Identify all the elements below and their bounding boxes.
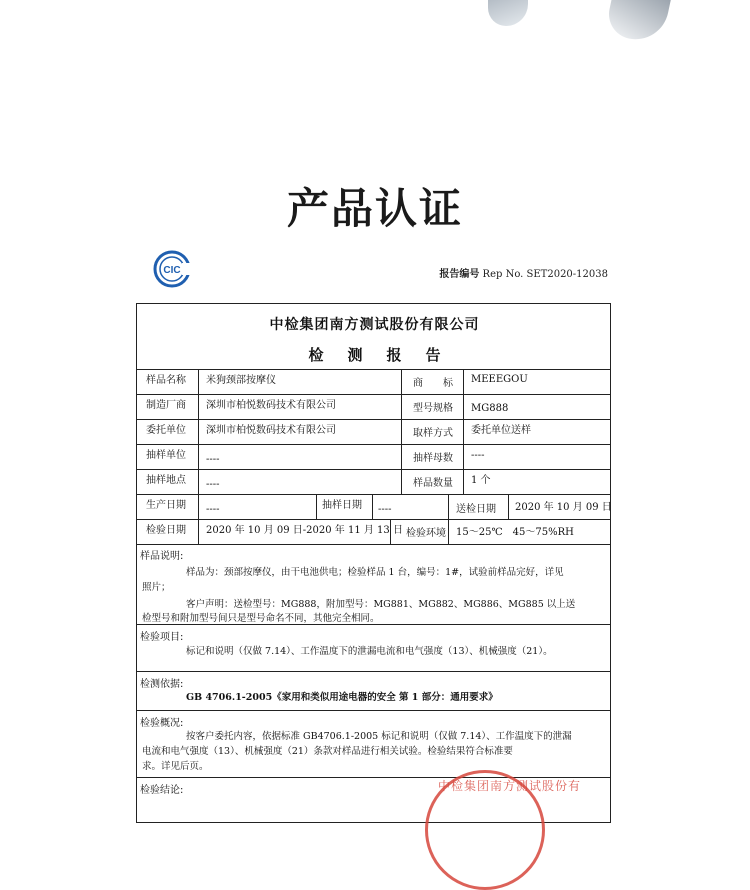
- sample-desc-line: 客户声明：送检型号：MG888，附加型号：MG881、MG882、MG886、MG885 以上送: [186, 599, 576, 610]
- table-rule: [136, 671, 611, 672]
- cic-logo-icon: [152, 249, 196, 289]
- table-rule: [136, 419, 611, 420]
- label-delivery-date: 送检日期: [456, 504, 496, 515]
- value-model: MG888: [471, 403, 509, 414]
- value-sampling-base: ----: [471, 450, 485, 461]
- label-sample-name: 样品名称: [146, 375, 186, 386]
- label-sampling-unit: 抽样单位: [146, 450, 186, 461]
- table-rule: [198, 369, 199, 544]
- decorative-shape: [488, 0, 528, 26]
- table-rule: [372, 494, 373, 519]
- value-sampling-site: ----: [206, 479, 220, 490]
- label-trademark: 商 标: [413, 378, 453, 389]
- label-model: 型号规格: [413, 403, 453, 414]
- sample-desc-line: 照片；: [142, 582, 171, 593]
- value-sample-qty: 1 个: [471, 475, 491, 486]
- value-manufacturer: 深圳市柏悦数码技术有限公司: [206, 400, 336, 411]
- table-rule: [316, 494, 317, 519]
- test-items-line: 标记和说明（仅做 7.14）、工作温度下的泄漏电流和电气强度（13）、机械强度（21）。: [186, 646, 553, 657]
- label-client: 委托单位: [146, 425, 186, 436]
- table-rule: [463, 369, 464, 494]
- label-sample-qty: 样品数量: [413, 478, 453, 489]
- test-overview-line: 按客户委托内容，依据标准 GB4706.1-2005 标记和说明（仅做 7.14）、工作温度下的泄漏: [186, 731, 572, 742]
- table-rule: [136, 519, 611, 520]
- page-title: 产品认证: [286, 184, 463, 233]
- test-overview-line: 电流和电气强度（13）、机械强度（21）条款对样品进行相关试验。检验结果符合标准要: [142, 746, 513, 757]
- label-sampling-date: 抽样日期: [322, 500, 362, 511]
- report-number-value: Rep No. SET2020-12038: [482, 269, 608, 280]
- table-rule: [136, 469, 611, 470]
- title-char: 告: [425, 346, 441, 364]
- table-rule: [508, 494, 509, 519]
- report-number-label: 报告编号: [439, 269, 480, 280]
- section-title-test-items: 检验项目:: [140, 632, 184, 643]
- stamp-text: 中检集团南方测试股份有: [438, 779, 582, 793]
- table-rule: [401, 369, 402, 494]
- table-rule: [136, 369, 611, 370]
- organization-name: 中检集团南方测试股份有限公司: [269, 317, 480, 333]
- label-environment: 检验环境: [406, 528, 446, 539]
- label-sampling-base: 抽样母数: [413, 453, 453, 464]
- sample-desc-line: 样品为：颈部按摩仪，由干电池供电；检验样品 1 台，编号：1#，试验前样品完好，详见: [186, 567, 564, 578]
- table-rule: [448, 494, 449, 519]
- section-title-conclusion: 检验结论:: [140, 785, 184, 796]
- document-title: [137, 344, 612, 365]
- value-environment: 15～25℃ 45～75%RH: [456, 527, 574, 538]
- value-test-date: 2020 年 10 月 09 日-2020 年 11 月 13 日: [206, 525, 403, 536]
- test-basis-line: GB 4706.1-2005《家用和类似用途电器的安全 第 1 部分：通用要求》: [186, 692, 498, 703]
- table-rule: [136, 444, 611, 445]
- sample-desc-line: 检型号和附加型号间只是型号命名不同，其他完全相同。: [142, 613, 380, 624]
- report-number: [420, 265, 608, 280]
- label-manufacturer: 制造厂商: [146, 400, 186, 411]
- table-rule: [136, 544, 611, 545]
- title-char: 检: [308, 346, 324, 364]
- table-rule: [136, 394, 611, 395]
- value-trademark: MEEEGOU: [471, 374, 528, 385]
- label-prod-date: 生产日期: [146, 500, 186, 511]
- table-rule: [136, 494, 611, 495]
- title-char: 报: [386, 346, 402, 364]
- label-test-date: 检验日期: [146, 525, 186, 536]
- label-sampling-site: 抽样地点: [146, 475, 186, 486]
- logo-text: CIC: [163, 265, 181, 276]
- table-rule: [136, 710, 611, 711]
- table-rule: [448, 519, 449, 544]
- value-client: 深圳市柏悦数码技术有限公司: [206, 425, 336, 436]
- value-sample-name: 米狗颈部按摩仪: [206, 375, 276, 386]
- decorative-shape: [604, 0, 673, 45]
- section-title-test-basis: 检测依据:: [140, 679, 184, 690]
- section-title-test-overview: 检验概况:: [140, 718, 184, 729]
- value-delivery-date: 2020 年 10 月 09 日: [515, 502, 612, 513]
- label-sampling-method: 取样方式: [413, 428, 453, 439]
- value-sampling-date: ----: [378, 504, 392, 515]
- test-overview-line: 求。详见后页。: [142, 761, 209, 772]
- value-prod-date: ----: [206, 504, 220, 515]
- section-title-sample-desc: 样品说明:: [140, 551, 184, 562]
- value-sampling-method: 委托单位送样: [471, 425, 531, 436]
- value-sampling-unit: ----: [206, 454, 220, 465]
- title-char: 测: [347, 346, 363, 364]
